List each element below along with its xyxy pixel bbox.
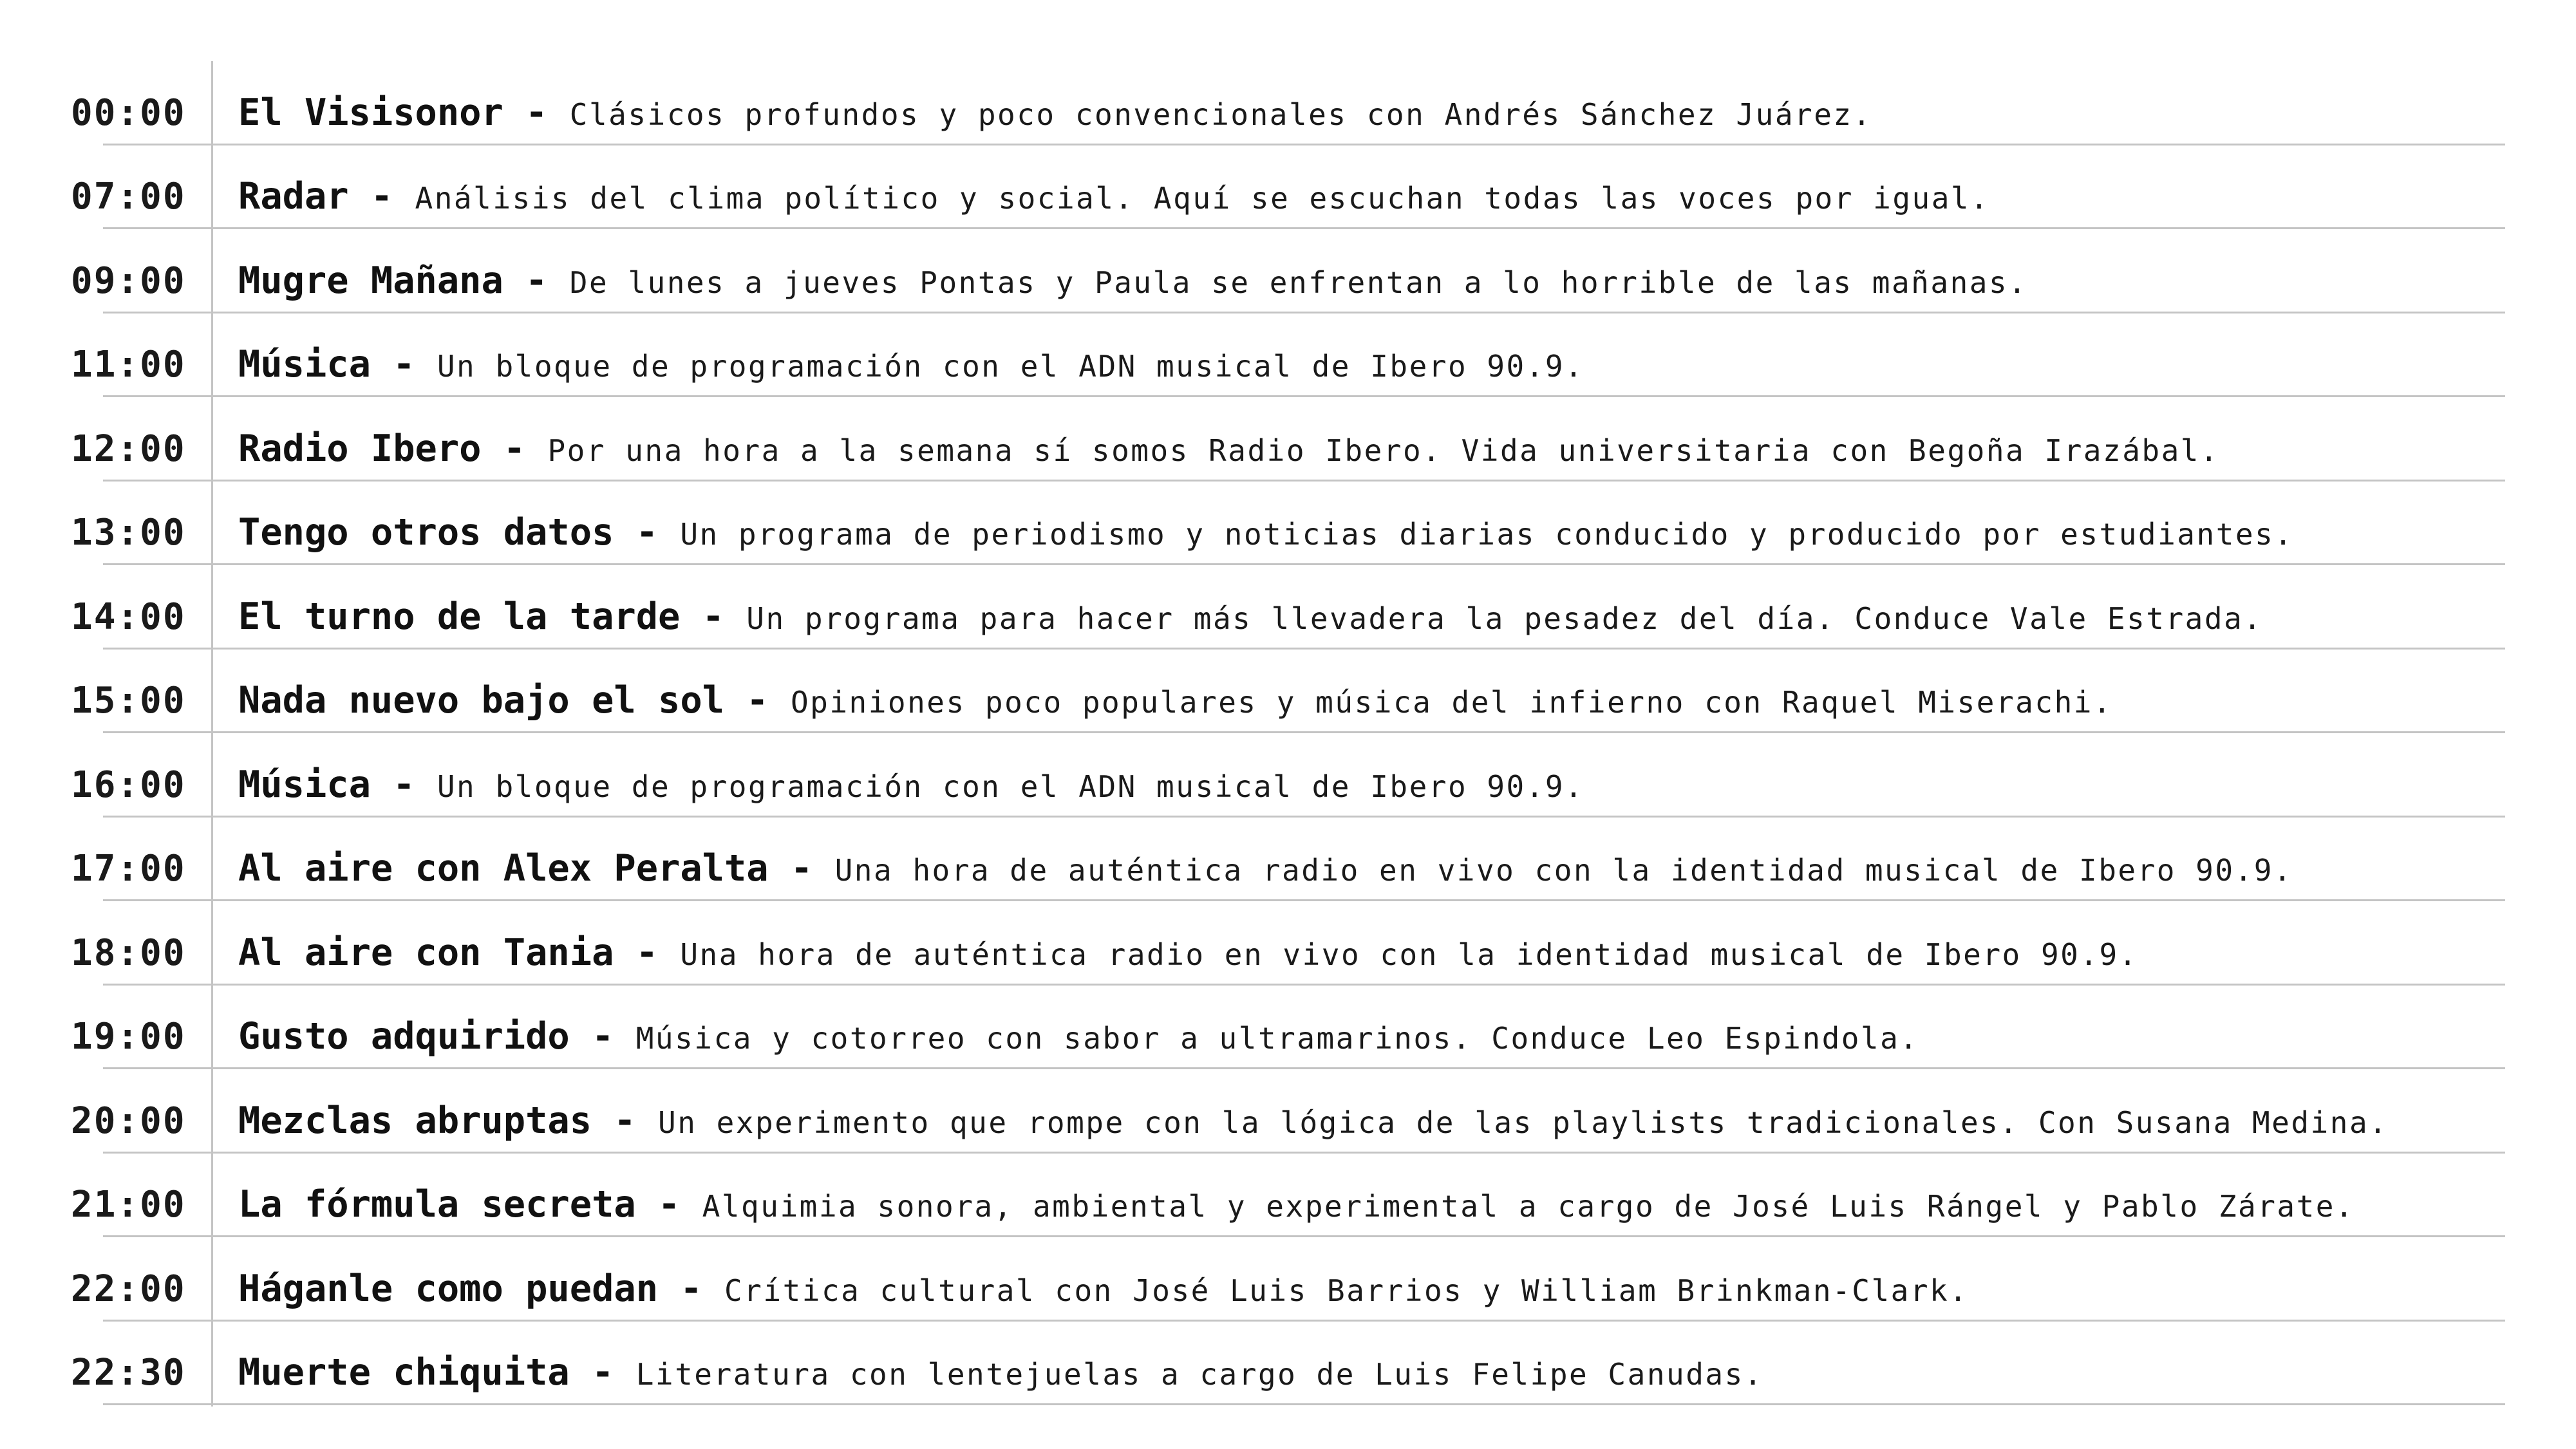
program-entry — [238, 427, 2505, 470]
title-separator: - — [370, 763, 437, 806]
program-entry — [238, 175, 2505, 218]
program-description: Clásicos profundos y poco convencionales con Andrés Sánchez Juárez. — [569, 97, 1872, 132]
schedule-row — [0, 733, 2576, 818]
schedule-row — [0, 818, 2576, 902]
program-title: Radio Ibero — [238, 427, 482, 470]
schedule-row — [0, 481, 2576, 566]
program-description: Un bloque de programación con el ADN musical de Ibero 90.9. — [437, 349, 1584, 384]
program-description: Un experimento que rompe con la lógica de las playlists tradicionales. Con Susana Medina. — [658, 1105, 2389, 1140]
title-separator: - — [592, 1099, 659, 1142]
program-time: 22:00 — [71, 1267, 186, 1310]
program-entry — [238, 847, 2505, 890]
title-separator: - — [569, 1015, 636, 1058]
program-time: 09:00 — [71, 259, 186, 302]
program-title: Tengo otros datos — [238, 511, 614, 554]
title-separator: - — [768, 847, 835, 890]
schedule-row — [0, 986, 2576, 1070]
row-divider — [103, 1403, 2505, 1405]
program-time: 13:00 — [71, 512, 186, 554]
title-separator: - — [348, 175, 415, 218]
schedule-row — [0, 1322, 2576, 1406]
program-title: Al aire con Tania — [238, 931, 614, 974]
program-title: Radar — [238, 175, 349, 218]
program-title: Mezclas abruptas — [238, 1099, 592, 1142]
title-separator: - — [503, 91, 570, 134]
program-title: Música — [238, 343, 371, 386]
program-title: El turno de la tarde — [238, 595, 681, 638]
program-time: 18:00 — [71, 931, 186, 974]
program-description: Literatura con lentejuelas a cargo de Luis Felipe Canudas. — [635, 1357, 1763, 1392]
program-time: 21:00 — [71, 1184, 186, 1226]
program-title: Nada nuevo bajo el sol — [238, 679, 724, 722]
program-description: Un programa de periodismo y noticias diarias conducido y producido por estudiantes. — [680, 517, 2294, 552]
program-time: 00:00 — [71, 91, 186, 134]
program-description: Crítica cultural con José Luis Barrios y William Brinkman-Clark. — [724, 1273, 1969, 1308]
program-time: 16:00 — [71, 763, 186, 806]
program-title: Gusto adquirido — [238, 1015, 570, 1058]
title-separator: - — [614, 931, 681, 974]
title-separator: - — [680, 595, 747, 638]
title-separator: - — [481, 427, 548, 470]
program-title: Háganle como puedan — [238, 1267, 659, 1310]
title-separator: - — [370, 343, 437, 386]
schedule-row — [0, 229, 2576, 313]
program-time: 22:30 — [71, 1352, 186, 1394]
program-description: Por una hora a la semana sí somos Radio Ibero. Vida universitaria con Begoña Irazábal. — [547, 433, 2220, 468]
schedule-row — [0, 1237, 2576, 1322]
program-title: El Visisonor — [238, 91, 503, 134]
program-entry — [238, 91, 2505, 134]
program-time: 12:00 — [71, 427, 186, 470]
program-title: La fórmula secreta — [238, 1183, 636, 1226]
program-title: Mugre Mañana — [238, 259, 503, 302]
program-time: 15:00 — [71, 680, 186, 722]
schedule-rows — [0, 61, 2576, 1405]
schedule-row — [0, 1069, 2576, 1154]
program-title: Al aire con Alex Peralta — [238, 847, 769, 890]
schedule-row — [0, 901, 2576, 986]
program-description: Una hora de auténtica radio en vivo con la identidad musical de Ibero 90.9. — [680, 937, 2138, 972]
schedule-row — [0, 650, 2576, 734]
program-entry — [238, 679, 2505, 722]
program-description: Una hora de auténtica radio en vivo con la identidad musical de Ibero 90.9. — [834, 853, 2293, 888]
schedule-row — [0, 61, 2576, 145]
program-entry — [238, 511, 2505, 554]
schedule-row — [0, 313, 2576, 398]
schedule-row — [0, 145, 2576, 230]
program-description: Música y cotorreo con sabor a ultramarinos. Conduce Leo Espindola. — [635, 1021, 1919, 1056]
program-entry — [238, 763, 2505, 806]
program-time: 17:00 — [71, 848, 186, 890]
program-entry — [238, 1015, 2505, 1058]
program-entry — [238, 343, 2505, 386]
program-description: De lunes a jueves Pontas y Paula se enfrentan a lo horrible de las mañanas. — [569, 265, 2028, 300]
program-entry — [238, 1351, 2505, 1394]
program-time: 20:00 — [71, 1099, 186, 1142]
program-entry — [238, 931, 2505, 974]
program-entry — [238, 595, 2505, 638]
program-description: Un programa para hacer más llevadera la pesadez del día. Conduce Vale Estrada. — [746, 601, 2263, 636]
program-entry — [238, 1099, 2505, 1142]
title-separator: - — [635, 1183, 702, 1226]
title-separator: - — [569, 1351, 636, 1394]
title-separator: - — [724, 679, 791, 722]
program-time: 19:00 — [71, 1016, 186, 1058]
title-separator: - — [614, 511, 681, 554]
schedule-row — [0, 565, 2576, 650]
program-entry — [238, 259, 2505, 302]
schedule-row — [0, 397, 2576, 481]
program-title: Muerte chiquita — [238, 1351, 570, 1394]
program-description: Un bloque de programación con el ADN musical de Ibero 90.9. — [437, 769, 1584, 804]
program-entry — [238, 1183, 2505, 1226]
schedule-row — [0, 1154, 2576, 1238]
program-entry — [238, 1267, 2505, 1310]
program-description: Alquimia sonora, ambiental y experimental a cargo de José Luis Rángel y Pablo Zárate. — [702, 1189, 2355, 1224]
program-time: 07:00 — [71, 176, 186, 218]
program-description: Opiniones poco populares y música del infierno con Raquel Miserachi. — [790, 685, 2113, 720]
program-time: 14:00 — [71, 595, 186, 638]
program-title: Música — [238, 763, 371, 806]
program-time: 11:00 — [71, 344, 186, 386]
program-description: Análisis del clima político y social. Aquí se escuchan todas las voces por igual. — [415, 181, 1990, 216]
title-separator: - — [658, 1267, 724, 1310]
title-separator: - — [503, 259, 570, 302]
